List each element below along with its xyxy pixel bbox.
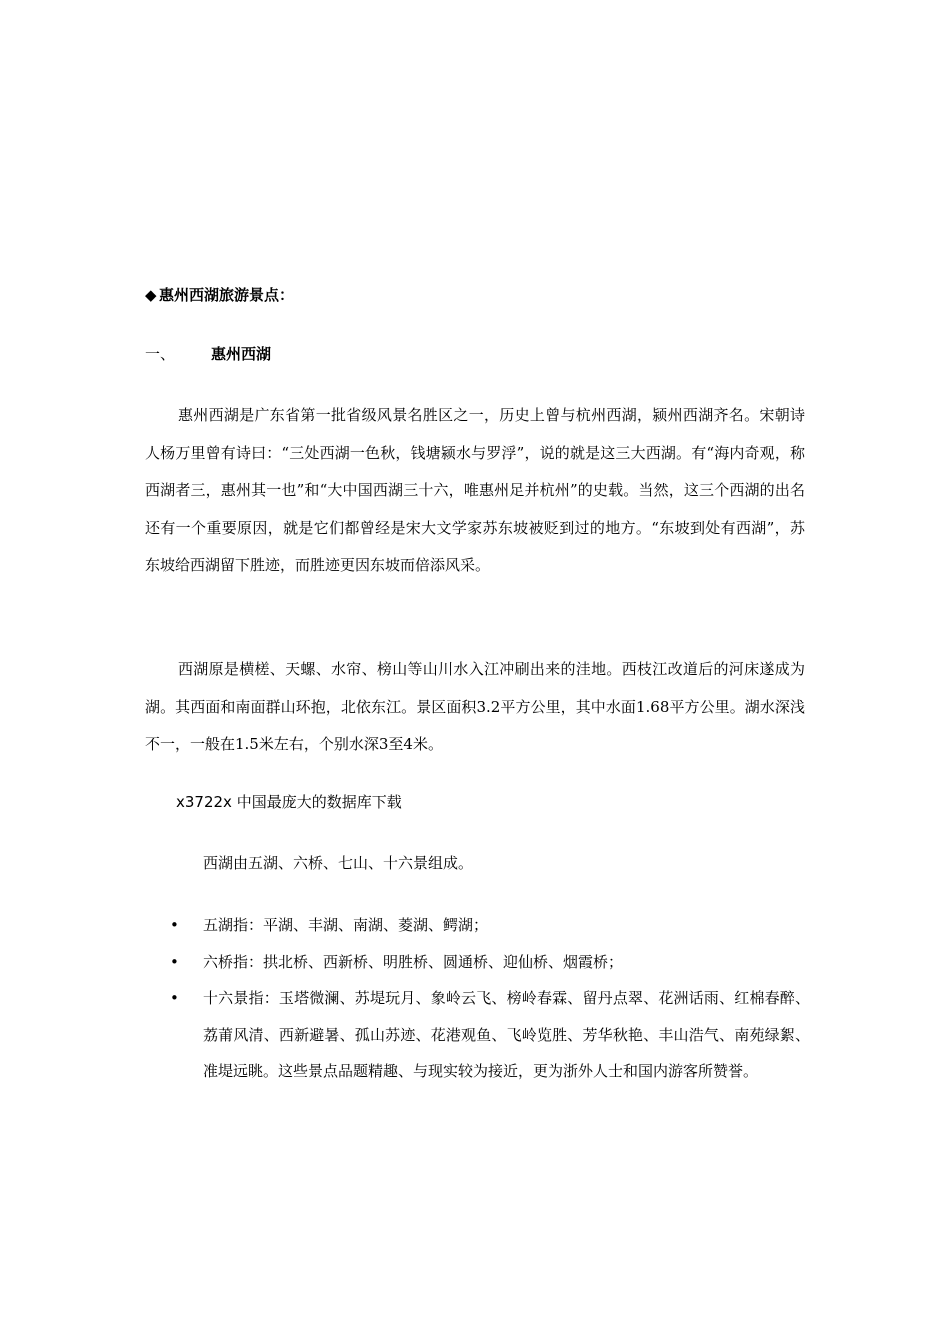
list-item <box>170 944 810 981</box>
bullet-icon: • <box>170 989 179 1007</box>
list-item-text: 十六景指：玉塔微澜、苏堤玩月、象岭云飞、榜岭春霖、留丹点翠、花洲话雨、红棉春醉、荔莆风清、西新避暑、孤山苏迹、花港观鱼、飞岭览胜、芳华秋艳、丰山浩气、南苑绿絮、准堤远眺。这些景点品题精趣、与现实较为接近，更为浙外人士和国内游客所赞誉。 <box>203 989 810 1080</box>
bullet-icon: • <box>170 916 179 934</box>
list-item <box>170 980 810 1090</box>
bullet-icon: • <box>170 952 179 971</box>
composition-intro: 西湖由五湖、六桥、七山、十六景组成。 <box>203 854 474 872</box>
heading-title: 惠州西湖 <box>211 345 272 363</box>
diamond-bullet-icon: ◆ <box>145 286 157 304</box>
list-item-text: 五湖指：平湖、丰湖、南湖、菱湖、鳄湖； <box>203 916 489 934</box>
heading-number: 一、 <box>145 345 176 363</box>
download-ad-line: x3722x 中国最庞大的数据库下载 <box>176 793 402 811</box>
paragraph-geography: 西湖原是横槎、天螺、水帘、榜山等山川水入江冲刷出来的洼地。西枝江改道后的河床遂成为湖。其西面和南面群山环抱，北依东江。景区面积3.2平方公里，其中水面1.68平方公里。湖水深浅不一，一般在1.5米左右，个别水深3至4米。 <box>145 660 805 753</box>
paragraph-history: 惠州西湖是广东省第一批省级风景名胜区之一，历史上曾与杭州西湖，颍州西湖齐名。宋朝诗人杨万里曾有诗曰：“三处西湖一色秋，钱塘颍水与罗浮”，说的就是这三大西湖。有“海内奇观，称西湖者三，惠州其一也”和“大中国西湖三十六，唯惠州足并杭州”的史载。当然，这三个西湖的出名还有一个重要原因，就是它们都曾经是宋大文学家苏东坡被贬到过的地方。“东坡到处有西湖”，苏东坡给西湖留下胜迹，而胜迹更因东坡而倍添风采。 <box>145 406 805 574</box>
numbered-heading <box>145 343 271 365</box>
list-item <box>170 907 810 944</box>
scenic-list <box>170 907 810 1090</box>
section-title: 惠州西湖旅游景点： <box>159 286 295 304</box>
list-item-text: 六桥指：拱北桥、西新桥、明胜桥、圆通桥、迎仙桥、烟霞桥； <box>203 952 624 971</box>
section-heading <box>145 284 294 306</box>
